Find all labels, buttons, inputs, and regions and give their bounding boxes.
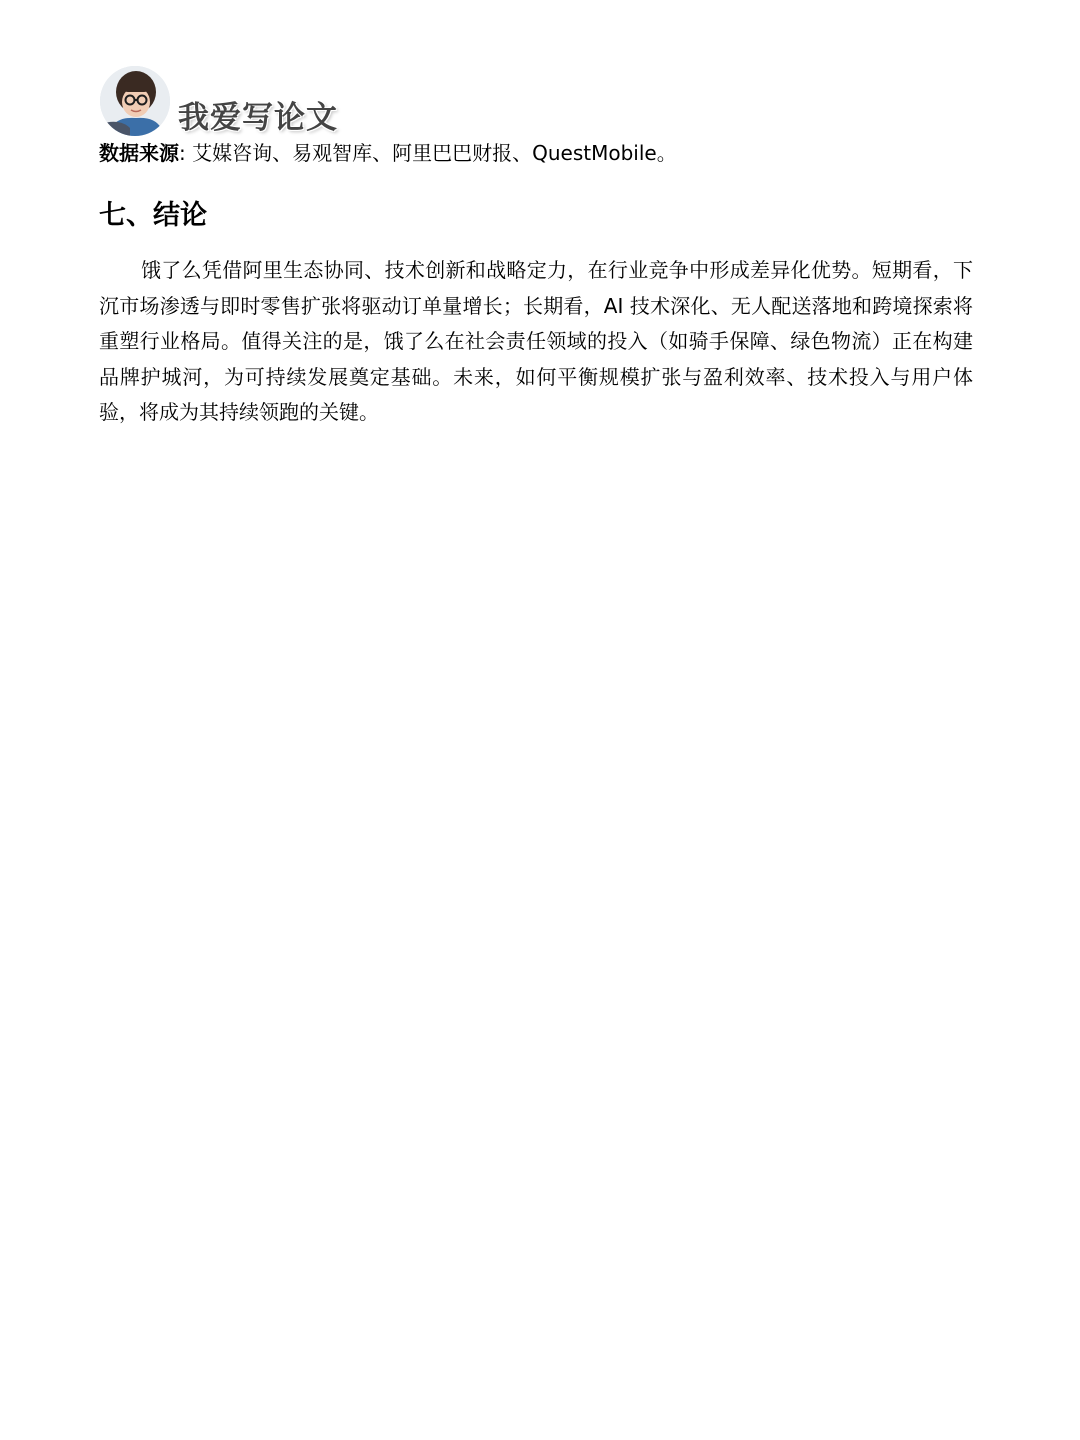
data-source-separator: :: [179, 141, 186, 165]
section-heading: 七、结论: [99, 200, 207, 231]
girl-avatar-illustration: [100, 66, 170, 136]
data-source-label: 数据来源: [99, 141, 179, 165]
data-source-line: [99, 139, 677, 167]
watermark-text: 我爱写论文: [178, 100, 338, 136]
data-source-text: 艾媒咨询、易观智库、阿里巴巴财报、QuestMobile。: [192, 141, 677, 165]
watermark-logo: [100, 66, 350, 138]
conclusion-paragraph: 饿了么凭借阿里生态协同、技术创新和战略定力，在行业竞争中形成差异化优势。短期看，下沉市场渗透与即时零售扩张将驱动订单量增长；长期看，AI 技术深化、无人配送落地和跨境探索将重塑行业格局。值得关注的是，饿了么在社会责任领域的投入（如骑手保障、绿色物流）正在构建品牌护城河，为可持续发展奠定基础。未来，如何平衡规模扩张与盈利效率、技术投入与用户体验，将成为其持续领跑的关键。: [99, 258, 973, 424]
avatar-icon: [100, 66, 170, 136]
